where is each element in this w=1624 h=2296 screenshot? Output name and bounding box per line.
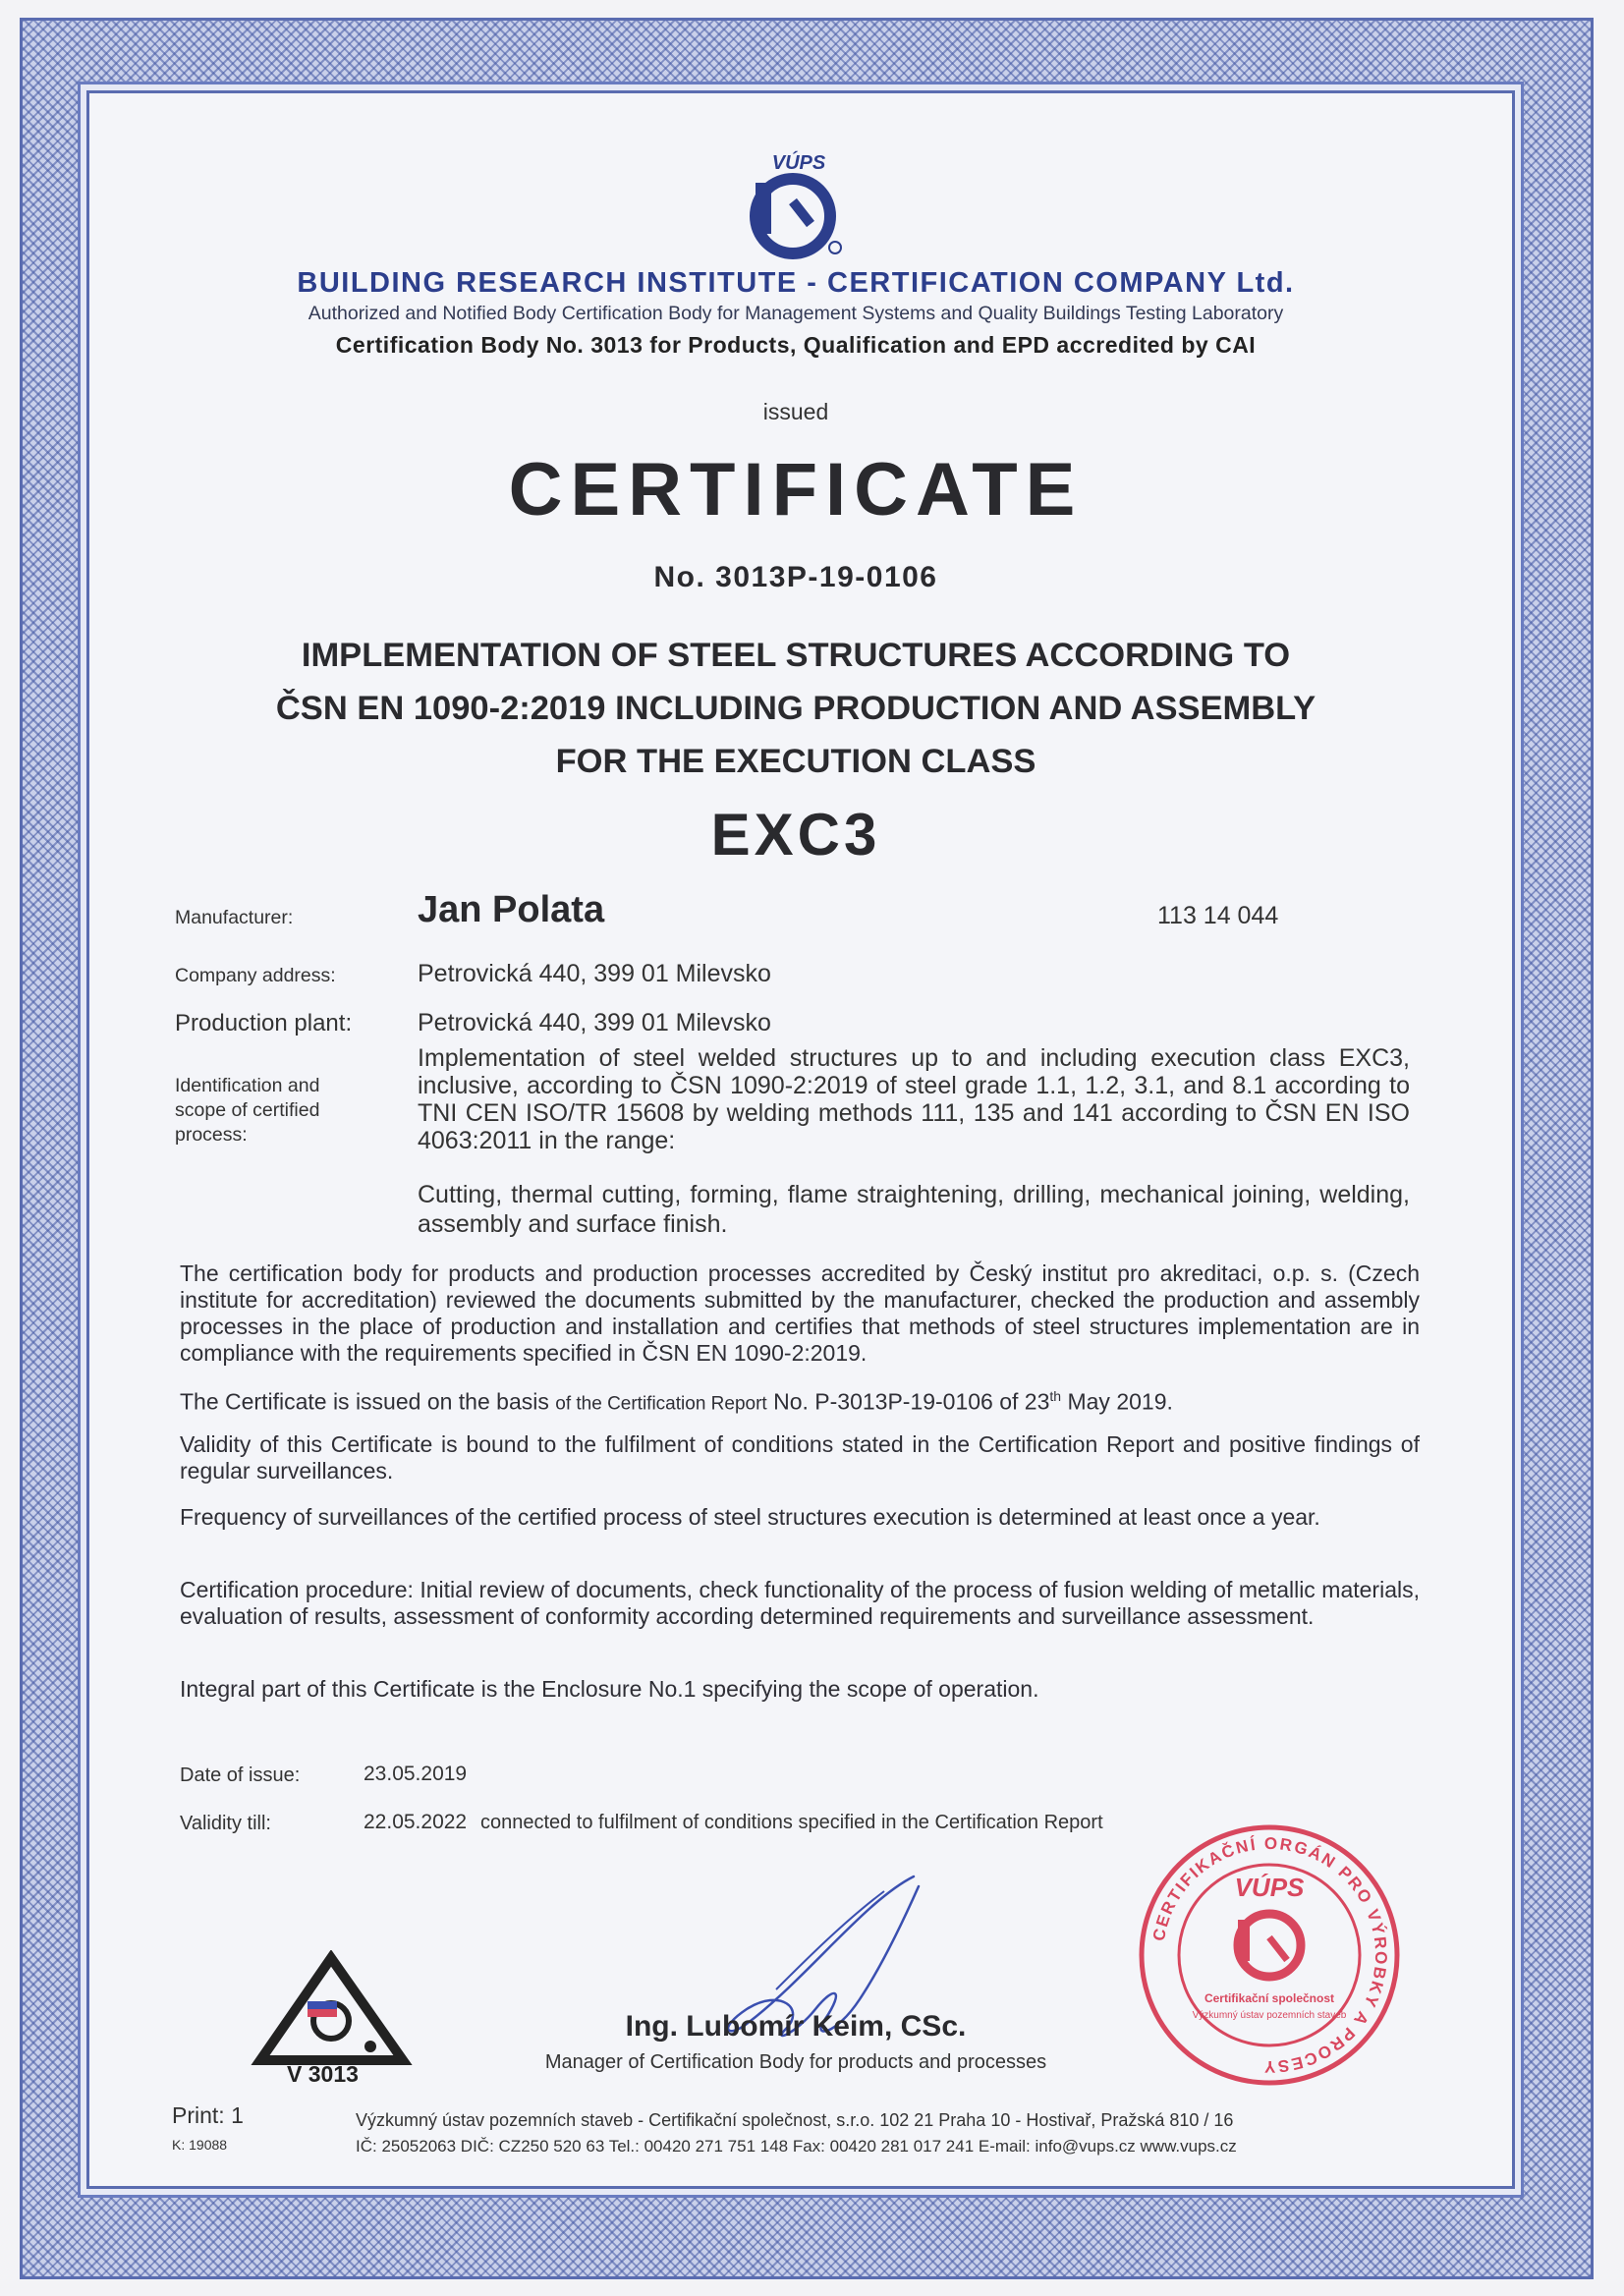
scope-range-text: Cutting, thermal cutting, forming, flame straightening, drilling, mechanical joining, welding, assembly and surface finish. (418, 1181, 1410, 1238)
production-plant-label: Production plant: (175, 1010, 353, 1036)
production-plant-value: Petrovická 440, 399 01 Milevsko (418, 1009, 771, 1036)
company-address-value: Petrovická 440, 399 01 Milevsko (418, 960, 771, 987)
validity-label: Validity till: (180, 1813, 271, 1834)
scope-label (175, 1074, 319, 1148)
vups-logo-icon (722, 147, 869, 265)
basis-text-sup: th (1049, 1388, 1062, 1404)
implementation-line-2: ČSN EN 1090-2:2019 INCLUDING PRODUCTION AND ASSEMBLY (275, 690, 1316, 727)
date-of-issue-label: Date of issue: (180, 1764, 301, 1786)
signatory-name: Ing. Lubomír Keim, CSc. (625, 2010, 967, 2043)
scope-label-line-2: scope of certified (175, 1099, 320, 1121)
manufacturer-id: 113 14 044 (1157, 902, 1279, 929)
basis-text-c: No. P-3013P-19-0106 of 23 (766, 1388, 1050, 1415)
validity-value (364, 1811, 1103, 1834)
stamp-inner-line-2: Výzkumný ústav pozemních staveb (1192, 2010, 1347, 2021)
implementation-line-3: FOR THE EXECUTION CLASS (555, 743, 1036, 780)
basis-text-d: May 2019. (1061, 1388, 1173, 1415)
logo-text: VÚPS (771, 152, 826, 174)
validity-date: 22.05.2022 (364, 1811, 468, 1833)
stamp-ring-text: CERTIFIKAČNÍ ORGÁN PRO VÝROBKY A PROCESY (1148, 1833, 1391, 2077)
issued-label: issued (762, 399, 829, 424)
signatory-role: Manager of Certification Body for products and processes (544, 2051, 1047, 2073)
scope-text: Implementation of steel welded structures up to and including execution class EXC3, inclusive, according to ČSN 1090-2:2019 of steel grade 1.1, 1.2, 3.1, and 8.1 according to TNI CEN ISO/TR 15608 by welding methods 111, 135 and 141 according to ČSN EN ISO 4063:2011 in the range: (418, 1044, 1410, 1154)
basis-text-b: of the Certification Report (555, 1393, 767, 1415)
date-of-issue-value: 23.05.2019 (364, 1763, 468, 1785)
validity-note: connected to fulfilment of conditions specified in the Certification Report (479, 1812, 1103, 1833)
body-paragraph-accreditation: The certification body for products and production processes accredited by Český institut pro akreditaci, o.p. s. (Czech institute for accreditation) reviewed the documents submitted by the manufacturer, checked the production and assembly processes in the place of production and installation and certifies that methods of steel structures implementation are in compliance with the requirements specified in ČSN EN 1090-2:2019. (180, 1260, 1420, 1366)
institute-subtitle: Authorized and Notified Body Certification Body for Management Systems and Quality Buildings Testing Laboratory (308, 303, 1284, 324)
stamp-inner-line-1: Certifikační společnost (1204, 1991, 1335, 2005)
company-address-label: Company address: (175, 965, 336, 986)
basis-text-a: The Certificate is issued on the basis (180, 1388, 556, 1415)
body-paragraph-integral: Integral part of this Certificate is the Enclosure No.1 specifying the scope of operation. (180, 1676, 1039, 1702)
body-paragraph-frequency: Frequency of surveillances of the certified process of steel structures execution is determined at least once a year. (180, 1504, 1320, 1530)
manufacturer-name: Jan Polata (418, 889, 605, 930)
execution-class: EXC3 (710, 802, 881, 868)
certification-stamp-icon (1132, 1818, 1407, 2093)
body-paragraph-procedure: Certification procedure: Initial review of documents, check functionality of the process of fusion welding of metallic materials, evaluation of results, assessment of conformity according determined requirements and surveillance assessment. (180, 1577, 1420, 1629)
implementation-line-1: IMPLEMENTATION OF STEEL STRUCTURES ACCORDING TO (301, 637, 1291, 674)
k-number: K: 19088 (172, 2137, 228, 2153)
accreditation-mark-label: V 3013 (287, 2061, 359, 2087)
scope-label-line-1: Identification and (175, 1075, 320, 1096)
implementation-heading (177, 629, 1415, 788)
body-paragraph-validity: Validity of this Certificate is bound to the fulfilment of conditions stated in the Certification Report and positive findings of regular surveillances. (180, 1431, 1420, 1484)
footer-contacts: IČ: 25052063 DIČ: CZ250 520 63 Tel.: 00420 271 751 148 Fax: 00420 281 017 241 E-mail: info@vups.cz www.vups.cz (356, 2137, 1237, 2156)
print-count: Print: 1 (172, 2102, 244, 2128)
stamp-logo-text: VÚPS (1234, 1873, 1305, 1902)
scope-label-line-3: process: (175, 1124, 248, 1146)
institute-name: BUILDING RESEARCH INSTITUTE - CERTIFICATION COMPANY Ltd. (297, 267, 1295, 299)
body-paragraph-basis (180, 1388, 1420, 1416)
certificate-number: No. 3013P-19-0106 (653, 561, 938, 593)
svg-text:CERTIFIKAČNÍ ORGÁN PRO VÝROBKY (1149, 1834, 1390, 2076)
certificate-title: CERTIFICATE (508, 448, 1084, 532)
manufacturer-label: Manufacturer: (175, 907, 294, 928)
footer-address: Výzkumný ústav pozemních staveb - Certifikační společnost, s.r.o. 102 21 Praha 10 - Hostivař, Pražská 810 / 16 (356, 2110, 1234, 2130)
certification-body-line: Certification Body No. 3013 for Products, Qualification and EPD accredited by CAI (335, 332, 1257, 358)
